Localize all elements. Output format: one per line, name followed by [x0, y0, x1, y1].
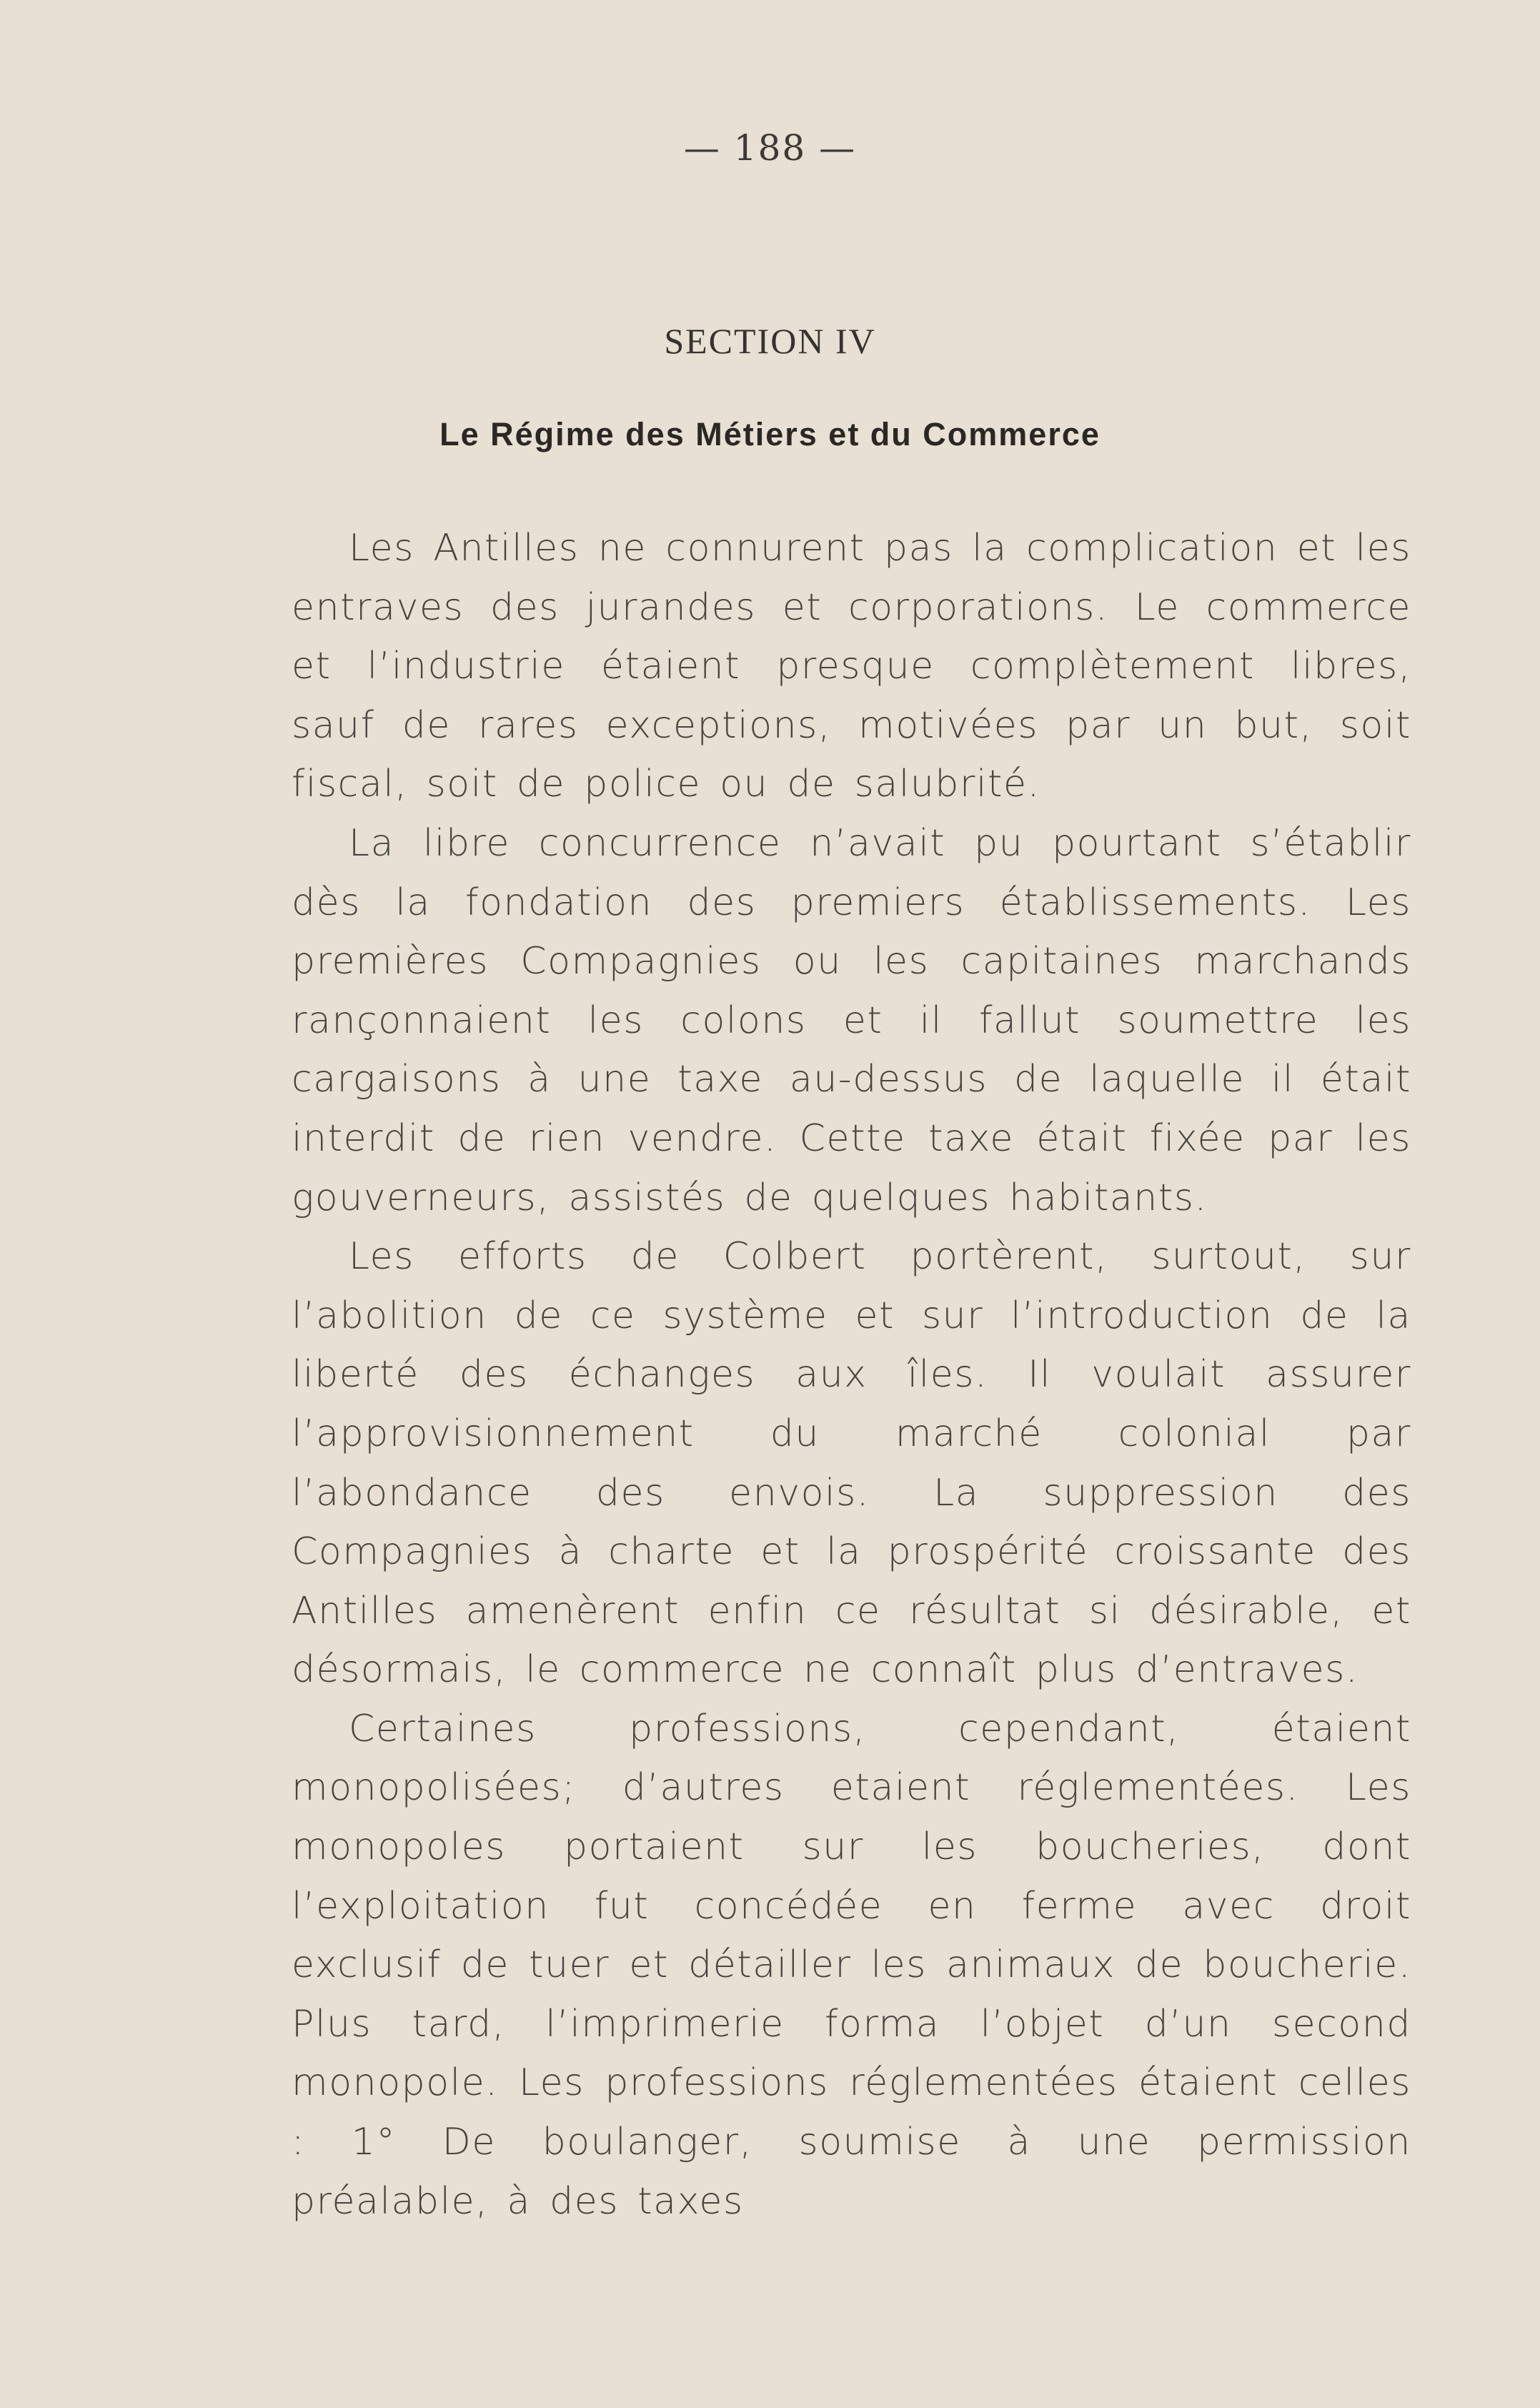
paragraph: Certaines professions, cependant, étaient monopolisées; d’autres etaient réglementées. Les monopoles portaient sur les boucheries, dont l’exploitation fut concédée en ferme avec droit exclusif de tuer et détailler les animaux de boucherie. Plus tard, l’imprimerie forma l’objet d’un second monopole. Les professions réglementées étaient celles : 1° De boulanger, soumise à une permission préalable, à des taxes	[292, 1707, 1411, 2223]
section-title: Le Régime des Métiers et du Commerce	[439, 416, 1101, 452]
paragraph: Les efforts de Colbert portèrent, surtout, sur l’abolition de ce système et sur l’introduction de la liberté des échanges aux îles. Il voulait assurer l’approvisionnement du marché colonial par l’abondance des envois. La suppression des Compagnies à charte et la prospérité croissante des Antilles amenèrent enfin ce résultat si désirable, et désormais, le commerce ne connaît plus d’entraves.	[292, 1235, 1411, 1692]
page-number: — 188 —	[683, 127, 857, 169]
body-text	[292, 519, 1411, 2231]
section-heading: SECTION IV	[664, 321, 876, 361]
paragraph: Les Antilles ne connurent pas la complication et les entraves des jurandes et corporations. Le commerce et l’industrie étaient presque complètement libres, sauf de rares exceptions, motivées par un but, soit fiscal, soit de police ou de salubrité.	[292, 527, 1411, 806]
paragraph: La libre concurrence n’avait pu pourtant s’établir dès la fondation des premiers établissements. Les premières Compagnies ou les capitaines marchands rançonnaient les colons et il fallut soumettre les cargaisons à une taxe au-dessus de laquelle il était interdit de rien vendre. Cette taxe était fixée par les gouverneurs, assistés de quelques habitants.	[292, 821, 1411, 1219]
